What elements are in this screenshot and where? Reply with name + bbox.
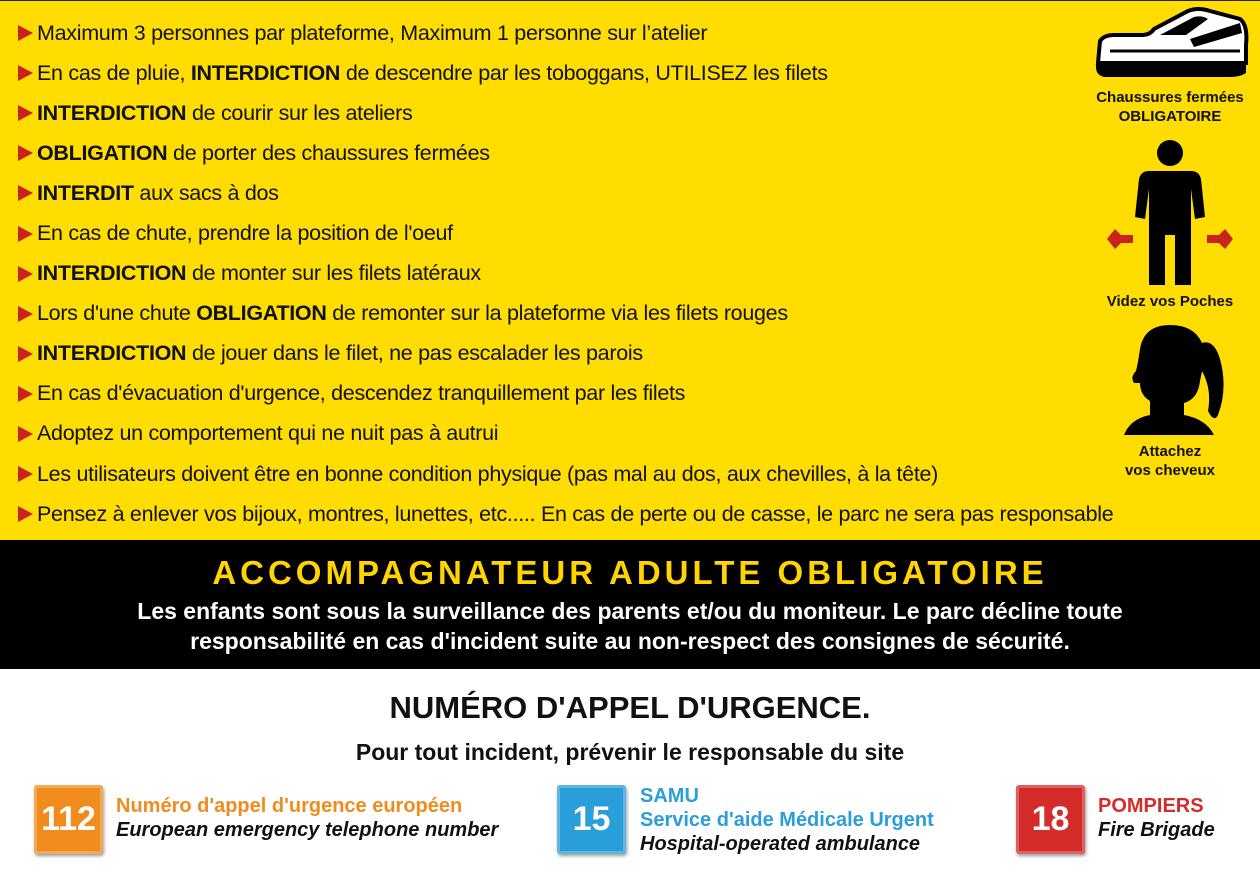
bullet-arrow-icon	[18, 185, 33, 201]
ponytail-head-icon	[1110, 319, 1230, 437]
rule-text: Lors d'une chute	[37, 301, 197, 326]
tie-hair-pictogram	[1080, 319, 1260, 480]
bullet-arrow-icon	[18, 506, 33, 522]
number-18-text	[1098, 794, 1215, 842]
rule-text: aux sacs à dos	[133, 180, 279, 205]
banner-text	[0, 596, 1260, 656]
number-15-badge: 15	[557, 785, 626, 854]
bullet-arrow-icon	[18, 466, 33, 482]
rule-item	[18, 334, 1113, 374]
number-18-badge: 18	[1016, 785, 1085, 854]
number-15-subtitle: Service d'aide Médicale Urgent	[640, 809, 934, 831]
rule-item	[18, 93, 1113, 133]
banner-line-2: responsabilité en cas d'incident suite au non-respect des consignes de sécurité.	[190, 628, 1070, 654]
hair-caption-1: Attachez	[1138, 443, 1202, 460]
shoes-caption-2: OBLIGATOIRE	[1118, 108, 1222, 125]
number-112-text	[116, 794, 498, 842]
closed-shoes-pictogram	[1080, 5, 1260, 126]
number-18-title: POMPIERS	[1098, 795, 1204, 817]
number-15-text	[640, 784, 934, 856]
rule-text: Adoptez un comportement qui ne nuit pas à autrui	[37, 421, 499, 446]
rule-text: OBLIGATION	[196, 301, 327, 326]
person-pockets-icon	[1105, 139, 1235, 287]
rule-item	[18, 454, 1113, 494]
number-112-badge: 112	[34, 785, 103, 854]
number-15-title: SAMU	[640, 785, 699, 807]
rule-item	[18, 254, 1113, 294]
shoe-icon	[1090, 5, 1250, 83]
emergency-subtitle: Pour tout incident, prévenir le responsable du site	[355, 739, 905, 765]
adult-supervision-banner	[0, 540, 1260, 669]
shoes-caption-1: Chaussures fermées	[1096, 89, 1244, 106]
rule-text: INTERDICTION	[190, 60, 341, 85]
bullet-arrow-icon	[18, 65, 33, 81]
hair-caption-2: vos cheveux	[1124, 462, 1216, 479]
rule-item	[18, 494, 1113, 534]
rule-item	[18, 173, 1113, 213]
bullet-arrow-icon	[18, 426, 33, 442]
banner-title: ACCOMPAGNATEUR ADULTE OBLIGATOIRE	[212, 554, 1048, 591]
rule-text: INTERDICTION	[37, 261, 187, 286]
rule-text: En cas de chute, prendre la position de l'oeuf	[37, 221, 453, 246]
rule-text: Maximum 3 personnes par plateforme, Maximum 1 personne sur l’atelier	[37, 20, 708, 45]
pictogram-column	[1080, 1, 1260, 541]
rule-item	[18, 294, 1113, 334]
bullet-arrow-icon	[18, 226, 33, 242]
rule-item	[18, 53, 1113, 93]
bullet-arrow-icon	[18, 266, 33, 282]
bullet-arrow-icon	[18, 105, 33, 121]
rule-item	[18, 13, 1113, 53]
number-15-english: Hospital-operated ambulance	[640, 833, 921, 855]
rule-text: En cas d'évacuation d'urgence, descendez tranquillement par les filets	[37, 381, 686, 406]
rule-item	[18, 213, 1113, 253]
rule-text: de monter sur les filets latéraux	[186, 261, 481, 286]
rule-text: INTERDIT	[37, 180, 134, 205]
rule-text: OBLIGATION	[37, 140, 168, 165]
rule-text: Les utilisateurs doivent être en bonne condition physique (pas mal au dos, aux chevilles, à la tête)	[37, 461, 939, 486]
rule-text: de jouer dans le filet, ne pas escalader les parois	[186, 341, 643, 366]
rule-item	[18, 414, 1113, 454]
rule-text: de remonter sur la plateforme via les filets rouges	[326, 301, 788, 326]
rule-text: de descendre par les toboggans, UTILISEZ les filets	[340, 60, 828, 85]
number-112-title: Numéro d'appel d'urgence européen	[116, 795, 463, 817]
pockets-caption: Videz vos Poches	[1106, 293, 1234, 310]
bullet-arrow-icon	[18, 386, 33, 402]
empty-pockets-pictogram	[1080, 139, 1260, 311]
banner-line-1: Les enfants sont sous la surveillance des parents et/ou du moniteur. Le parc décline toute	[137, 598, 1123, 624]
rule-text: de courir sur les ateliers	[186, 100, 413, 125]
bullet-arrow-icon	[18, 25, 33, 41]
rule-text: INTERDICTION	[37, 100, 187, 125]
emergency-title: NUMÉRO D'APPEL D'URGENCE.	[389, 690, 871, 725]
rule-text: de porter des chaussures fermées	[167, 140, 490, 165]
rule-item	[18, 133, 1113, 173]
rules-list	[18, 13, 1113, 534]
bullet-arrow-icon	[18, 346, 33, 362]
number-18-english: Fire Brigade	[1098, 819, 1215, 841]
rule-text: En cas de pluie,	[37, 60, 191, 85]
rule-text: INTERDICTION	[37, 341, 187, 366]
bullet-arrow-icon	[18, 306, 33, 322]
number-112-english: European emergency telephone number	[116, 819, 499, 841]
rule-item	[18, 374, 1113, 414]
rule-text: Pensez à enlever vos bijoux, montres, lunettes, etc..... En cas de perte ou de casse, le parc ne sera pas responsable	[37, 501, 1114, 526]
bullet-arrow-icon	[18, 145, 33, 161]
